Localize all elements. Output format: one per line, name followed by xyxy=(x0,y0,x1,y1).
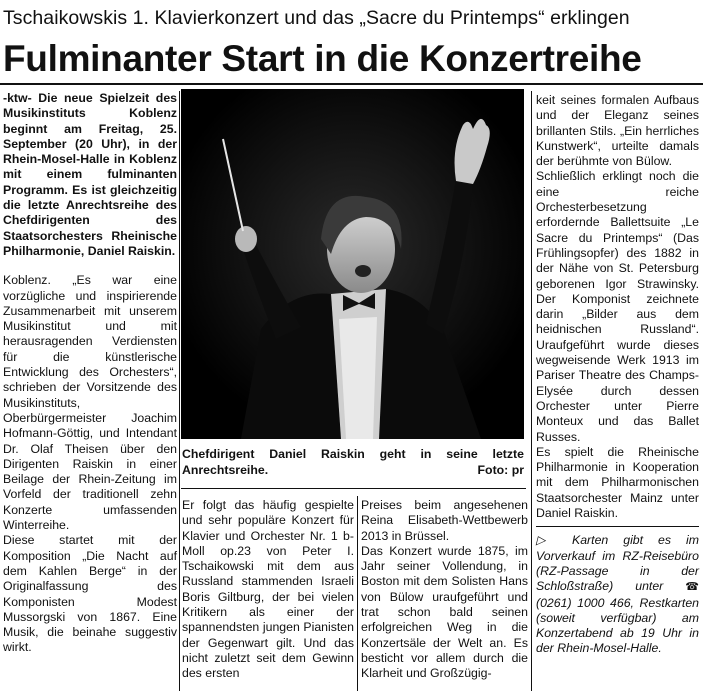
caption-text: Chefdirigent Daniel Raiskin geht in seine letzte Anrechtsreihe. xyxy=(182,447,524,477)
arrow-icon: ▷ xyxy=(536,533,558,548)
body-paragraph: Es spielt die Rheinische Philharmonie in Kooperation mit dem Philharmonischen Staatsorchester Mainz unter Daniel Raiskin. xyxy=(536,444,699,521)
column-2 xyxy=(182,498,354,682)
lead-paragraph: -ktw- Die neue Spielzeit des Musikinstituts Koblenz beginnt am Freitag, 25. September (20 Uhr), in der Rhein-Mosel-Halle in Koblenz mit einem fulminanten Programm. Es ist gleichzeitig die letzte Anrechtsreihe des Chefdirigenten des Staatsorchesters Rheinische Philharmonie, Daniel Raiskin. xyxy=(3,91,177,258)
photo-caption xyxy=(182,446,524,478)
column-4 xyxy=(536,93,699,657)
body-paragraph: Das Konzert wurde 1875, im Jahr seiner Vollendung, in Boston mit dem Solisten Hans von Bülow uraufgeführt und trat schon bald seinen erfolgreichen Weg in die Konzertsäle der Welt an. Es besticht vor allem durch die Klarheit und Großzügig- xyxy=(361,543,528,681)
body-paragraph: keit seines formalen Aufbaus und der Eleganz seines brillanten Stils. „Ein herrliches Kunstwerk“, urteilte damals der berühmte von Bülow. xyxy=(536,93,699,169)
body-paragraph: Er folgt das häufig gespielte und sehr populäre Konzert für Klavier und Orchester Nr. 1 b-Moll op.23 von Peter I. Tschaikowski mit dem aus Russland stammenden Israeli Boris Giltburg, der bei vielen Kritikern als einer der spannendsten jungen Pianisten der Gegenwart gilt. Und das nicht zuletzt seit dem Gewinn des ersten xyxy=(182,498,354,681)
conductor-illustration xyxy=(181,89,524,439)
phone-icon: ☎ xyxy=(685,581,699,594)
conductor-photo xyxy=(181,89,524,439)
photo-credit: Foto: pr xyxy=(477,463,524,477)
kicker: Tschaikowskis 1. Klavierkonzert und das „Sacre du Printemps“ erklingen xyxy=(3,7,630,29)
body-paragraph: Diese startet mit der Komposition „Die Nacht auf dem Kahlen Berge“ in der Originalfassung des Komponisten Modest Mussorgski von 1867. Eine Musik, die beinahe suggestiv wirkt. xyxy=(3,533,177,655)
caption-rule xyxy=(181,488,526,489)
body-paragraph: Schließlich erklingt noch die eine reiche Orchesterbesetzung erfordernde Ballettsuite „Le Sacre du Printemps“ (Das Frühlingsopfer) des 1882 in der Nähe von St. Petersburg geborenen Igor Strawinsky. Der Komponist zeichnete darin „Bilder aus dem heidnischen Russland“. Uraufgeführt wurde dieses wegweisende Werk 1913 im Pariser Theatre des Champs-Elysée durch dessen Orchester unter Pierre Monteux und das Ballet Russes. xyxy=(536,169,699,444)
column-divider xyxy=(179,91,180,691)
column-1 xyxy=(3,91,177,656)
column-divider xyxy=(357,496,358,691)
body-paragraph: Preises beim angesehenen Reina Elisabeth-Wettbewerb 2013 in Brüssel. xyxy=(361,498,528,543)
body-paragraph: Koblenz. „Es war eine vorzügliche und inspirierende Zusammenarbeit mit unserem Musikinstitut und mit herausragenden Verdiensten für die künstlerische Entwicklung des Orchesters“, schrieben der Vorsitzende des Musikinstituts, Oberbürgermeister Joachim Hofmann-Göttig, und Intendant Dr. Olaf Theisen über den Dirigenten Raiskin in einer Beilage der Rhein-Zeitung im Vorfeld der traditionell zehn Konzerte umfassenden Winterreihe. xyxy=(3,273,177,533)
headline: Fulminanter Start in die Konzertreihe xyxy=(3,38,642,79)
column-divider xyxy=(531,91,532,691)
info-divider xyxy=(536,526,699,527)
column-3 xyxy=(361,498,528,682)
ticket-info xyxy=(536,533,699,656)
top-rule xyxy=(0,83,703,85)
ticket-info-text-2: (0261) 1000 466, Restkarten (soweit verfügbar) am Konzertabend ab 19 Uhr in der Rhein-Mosel-Halle. xyxy=(536,595,699,656)
ticket-info-text: Karten gibt es im Vorverkauf im RZ-Reisebüro (RZ-Passage in der Schloßstraße) unter xyxy=(536,533,699,594)
